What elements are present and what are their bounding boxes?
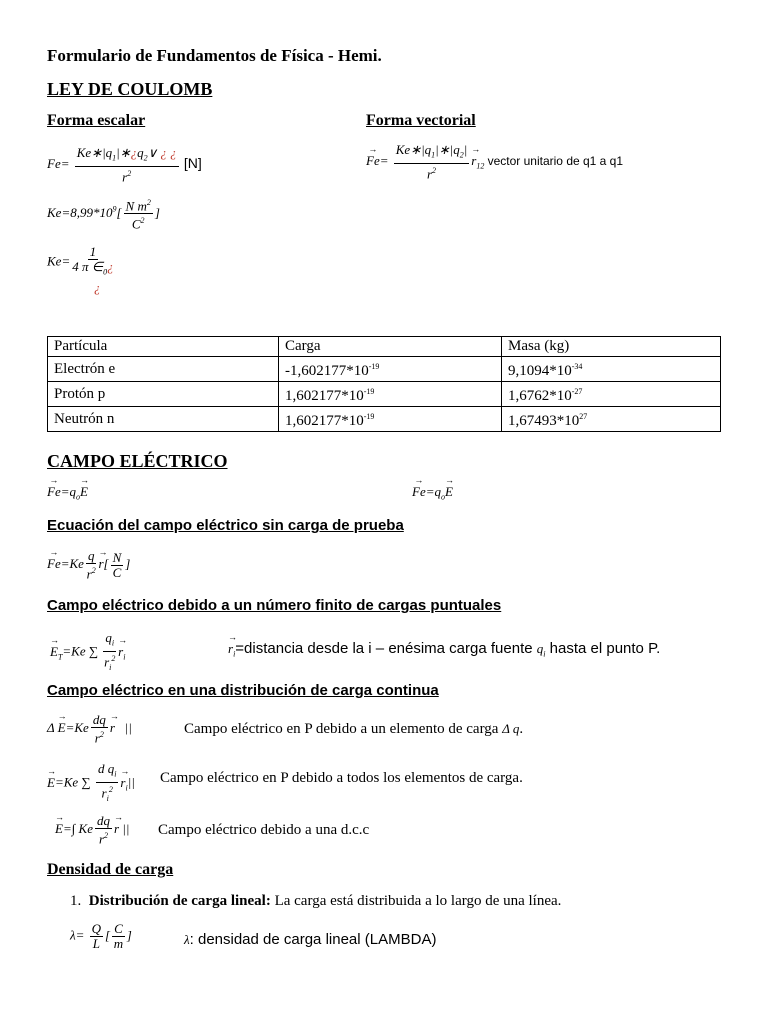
table-header-row [48, 337, 721, 357]
sum-e-formula: → E=Ke ∑ $\frac{d q_i}{r_i^2}$ → $r_i||$ [47, 762, 135, 806]
particles-table [47, 336, 721, 432]
list-item: 1. Distribución de carga lineal: La carga está distribuida a lo largo de una línea. [70, 893, 562, 909]
document-title: Formulario de Fundamentos de Física - Hemi. [47, 46, 382, 65]
field-heading: CAMPO ELÉCTRICO [47, 451, 228, 471]
particle-name: Electrón e [48, 357, 279, 382]
item1-label: Distribución de carga lineal: [88, 893, 271, 909]
ke-value-formula: $Ke=8,99*10^9$[ $\frac{N m^2}{C^2}$ ] [47, 198, 160, 232]
particle-mass: $9,1094*10^{-34}$ [502, 357, 721, 382]
scalar-unit: [N] [183, 154, 202, 171]
vector-note: vector unitario de q1 a q1 [487, 153, 624, 168]
particle-charge: $1,602177*10^{-19}$ [279, 382, 502, 407]
finite-charges-note: → $r_i=distancia$ desde la i – enésima carga fuente $q_i$ hasta el punto P. [228, 640, 660, 659]
table-header-cell: Partícula [48, 337, 279, 357]
table-row [48, 357, 721, 382]
coulomb-vector-formula: → Fe= $\frac{Ke∗|q_1|∗|q_2|}{r^2}$ → $r_{12}$ vector unitario de q1 a q1 [366, 143, 623, 181]
particle-charge: $1,602177*10^{-19}$ [279, 407, 502, 432]
table-row [48, 382, 721, 407]
section-finite-charges: Campo eléctrico debido a un número finito de cargas puntuales [47, 597, 502, 614]
ke-def-num: 1 [89, 244, 97, 259]
coulomb-scalar-formula: Fe= $\frac{Ke∗|q_1|∗¿q_2\vee ¿ ¿}{r^2}$ [N] [47, 145, 202, 184]
ke-value: Ke=8,99*10 [47, 204, 113, 220]
coulomb-heading: LEY DE COULOMB [47, 79, 213, 99]
particle-mass: $1,67493*10^{27}$ [502, 407, 721, 432]
integral-e-formula: → E=∫ Ke $\frac{dq}{r^2}$ → r || [55, 814, 129, 846]
ke-def-den: 4 π ∈ [72, 259, 104, 274]
ke-exp: 9 [112, 204, 117, 214]
integral-e-description: Campo eléctrico debido a una d.c.c [158, 822, 370, 838]
particle-name: Neutrón n [48, 407, 279, 432]
ke-definition-formula: Ke= $\frac{1}{4 \pi \in_0¿}$ ¿ [47, 244, 114, 295]
particle-charge: $-1,602177*10^{-19}$ [279, 357, 502, 382]
density-heading: Densidad de carga [47, 861, 174, 878]
particle-name: Protón p [48, 382, 279, 407]
lambda-note: λ: densidad de carga lineal (LAMBDA) [184, 931, 437, 948]
section-field-no-test-charge: Ecuación del campo eléctrico sin carga de prueba [47, 517, 404, 534]
section-continuous-distribution: Campo eléctrico en una distribución de carga continua [47, 682, 439, 699]
ke-def: Ke= [47, 253, 71, 269]
table-header-cell: Masa (kg) [502, 337, 721, 357]
table-header-cell: Carga [279, 337, 502, 357]
delta-e-formula: Δ → E=Ke $\frac{dq}{r^2}$ → r || [47, 713, 132, 745]
vector-heading: Forma vectorial [366, 112, 476, 129]
ke-frac-num: N m [125, 198, 147, 214]
field-no-test-charge-formula: → Fe=Ke $\frac{q}{r^2}$ → r[ $\frac{N}{C}$ ] [47, 549, 130, 581]
fe-qe-formula-left: → $Fe=q_o\to E$ [47, 484, 88, 502]
item1-text: La carga está distribuida a lo largo de una línea. [274, 893, 562, 909]
ke-frac-den: C [131, 216, 141, 232]
delta-e-description: Campo eléctrico en P debido a un elemento de carga Δ q. [184, 721, 524, 737]
fe-qe-formula-right: → $Fe=q_o\to E$ [412, 484, 453, 502]
particle-mass: $1,6762*10^{-27}$ [502, 382, 721, 407]
finite-charges-formula: → $E_T=Ke$ ∑ $\frac{q_i}{r_i^2}$ → $r_i$ [50, 631, 125, 675]
sum-e-description: Campo eléctrico en P debido a todos los elementos de carga. [160, 770, 523, 786]
scalar-heading: Forma escalar [47, 112, 146, 129]
lambda-formula: λ= $\frac{Q}{L}$ [ $\frac{C}{m}$ ] [70, 921, 132, 951]
table-row [48, 407, 721, 432]
